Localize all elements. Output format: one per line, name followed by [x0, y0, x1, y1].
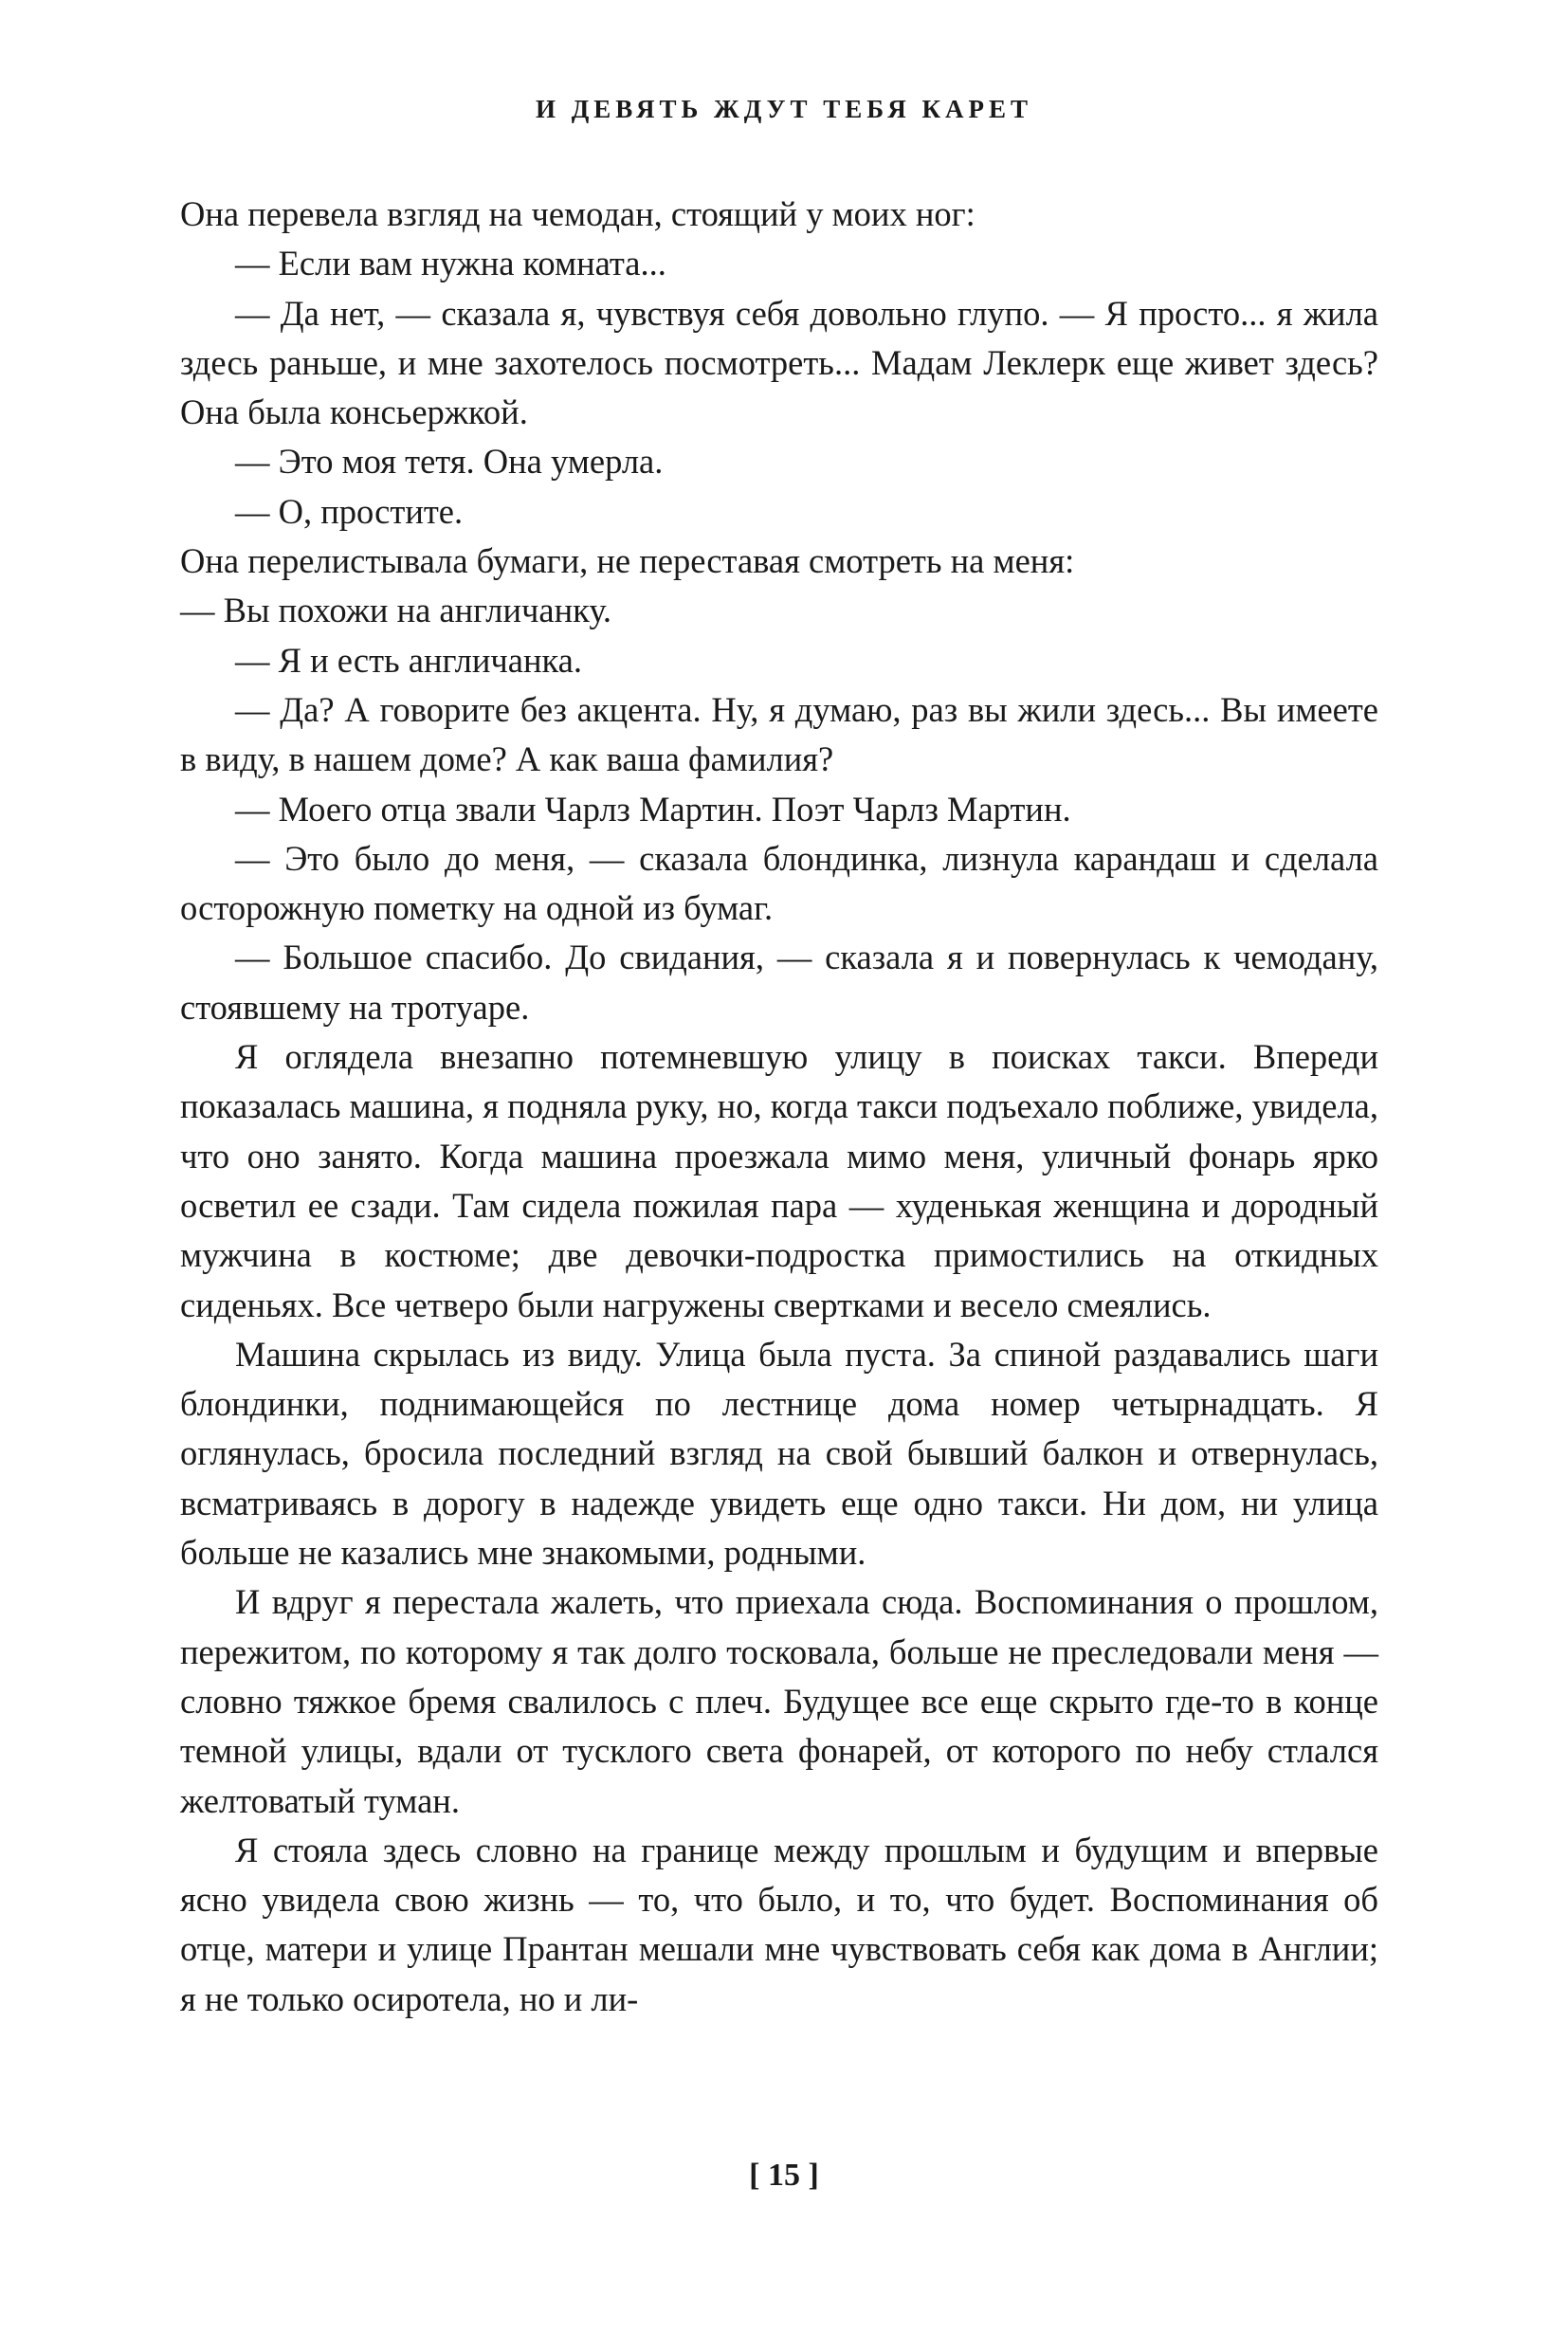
- paragraph: Она перевела взгляд на чемодан, стоящий у моих ног:: [180, 194, 975, 233]
- paragraph: — Это было до меня, — сказала блондинка, лизнула карандаш и сделала осторожную пометку на одной из бумаг.: [180, 838, 1378, 928]
- paragraph: — Я и есть англичанка.: [235, 640, 582, 680]
- body-text: [180, 190, 1378, 2024]
- paragraph: — Да нет, — сказала я, чувствуя себя довольно глупо. — Я просто... я жила здесь раньше, и мне захотелось посмотреть... Мадам Леклерк еще живет здесь? Она была консьержкой.: [180, 293, 1378, 432]
- paragraph: Она перелистывала бумаги, не переставая смотреть на меня:: [180, 541, 1075, 581]
- paragraph: — Моего отца звали Чарлз Мартин. Поэт Чарлз Мартин.: [235, 789, 1071, 829]
- paragraph: — Это моя тетя. Она умерла.: [235, 442, 664, 482]
- paragraph: — Да? А говорите без акцента. Ну, я думаю, раз вы жили здесь... Вы имеете в виду, в нашем доме? А как ваша фамилия?: [180, 689, 1378, 779]
- paragraph: Машина скрылась из виду. Улица была пуста. За спиной раздавались шаги блондинки, поднимающейся по лестнице дома номер четырнадцать. Я оглянулась, бросила последний взгляд на свой бывший балкон и отвернулась, всматриваясь в дорогу в надежде увидеть еще одно такси. Ни дом, ни улица больше не казались мне знакомыми, родными.: [180, 1334, 1378, 1573]
- paragraph: Я оглядела внезапно потемневшую улицу в поисках такси. Впереди показалась машина, я подняла руку, но, когда такси подъехало поближе, увидела, что оно занято. Когда машина проезжала мимо меня, уличный фонарь ярко осветил ее сзади. Там сидела пожилая пара — худенькая женщина и дородный мужчина в костюме; две девочки-подростка примостились на откидных сиденьях. Все четверо были нагружены свертками и весело смеялись.: [180, 1037, 1378, 1324]
- paragraph: — Вы похожи на англичанку.: [180, 591, 612, 630]
- paragraph: — Большое спасибо. До свидания, — сказала я и повернулась к чемодану, стоявшему на тротуаре.: [180, 938, 1378, 1027]
- running-title: И ДЕВЯТЬ ЖДУТ ТЕБЯ КАРЕТ: [535, 95, 1033, 123]
- paragraph: И вдруг я перестала жалеть, что приехала сюда. Воспоминания о прошлом, пережитом, по которому я так долго тосковала, больше не преследовали меня — словно тяжкое бремя свалилось с плеч. Будущее все еще скрыто где-то в конце темной улицы, вдали от тусклого света фонарей, от которого по небу стлался желтоватый туман.: [180, 1582, 1378, 1820]
- paragraph: Я стояла здесь словно на границе между прошлым и будущим и впервые ясно увидела свою жизнь — то, что было, и то, что будет. Воспоминания об отце, матери и улице Прантан мешали мне чувствовать себя как дома в Англии; я не только осиротела, но и ли-: [180, 1830, 1378, 2018]
- page-number: [ 15 ]: [749, 2158, 819, 2193]
- paragraph: — Если вам нужна комната...: [235, 244, 666, 283]
- paragraph: — О, простите.: [235, 491, 464, 531]
